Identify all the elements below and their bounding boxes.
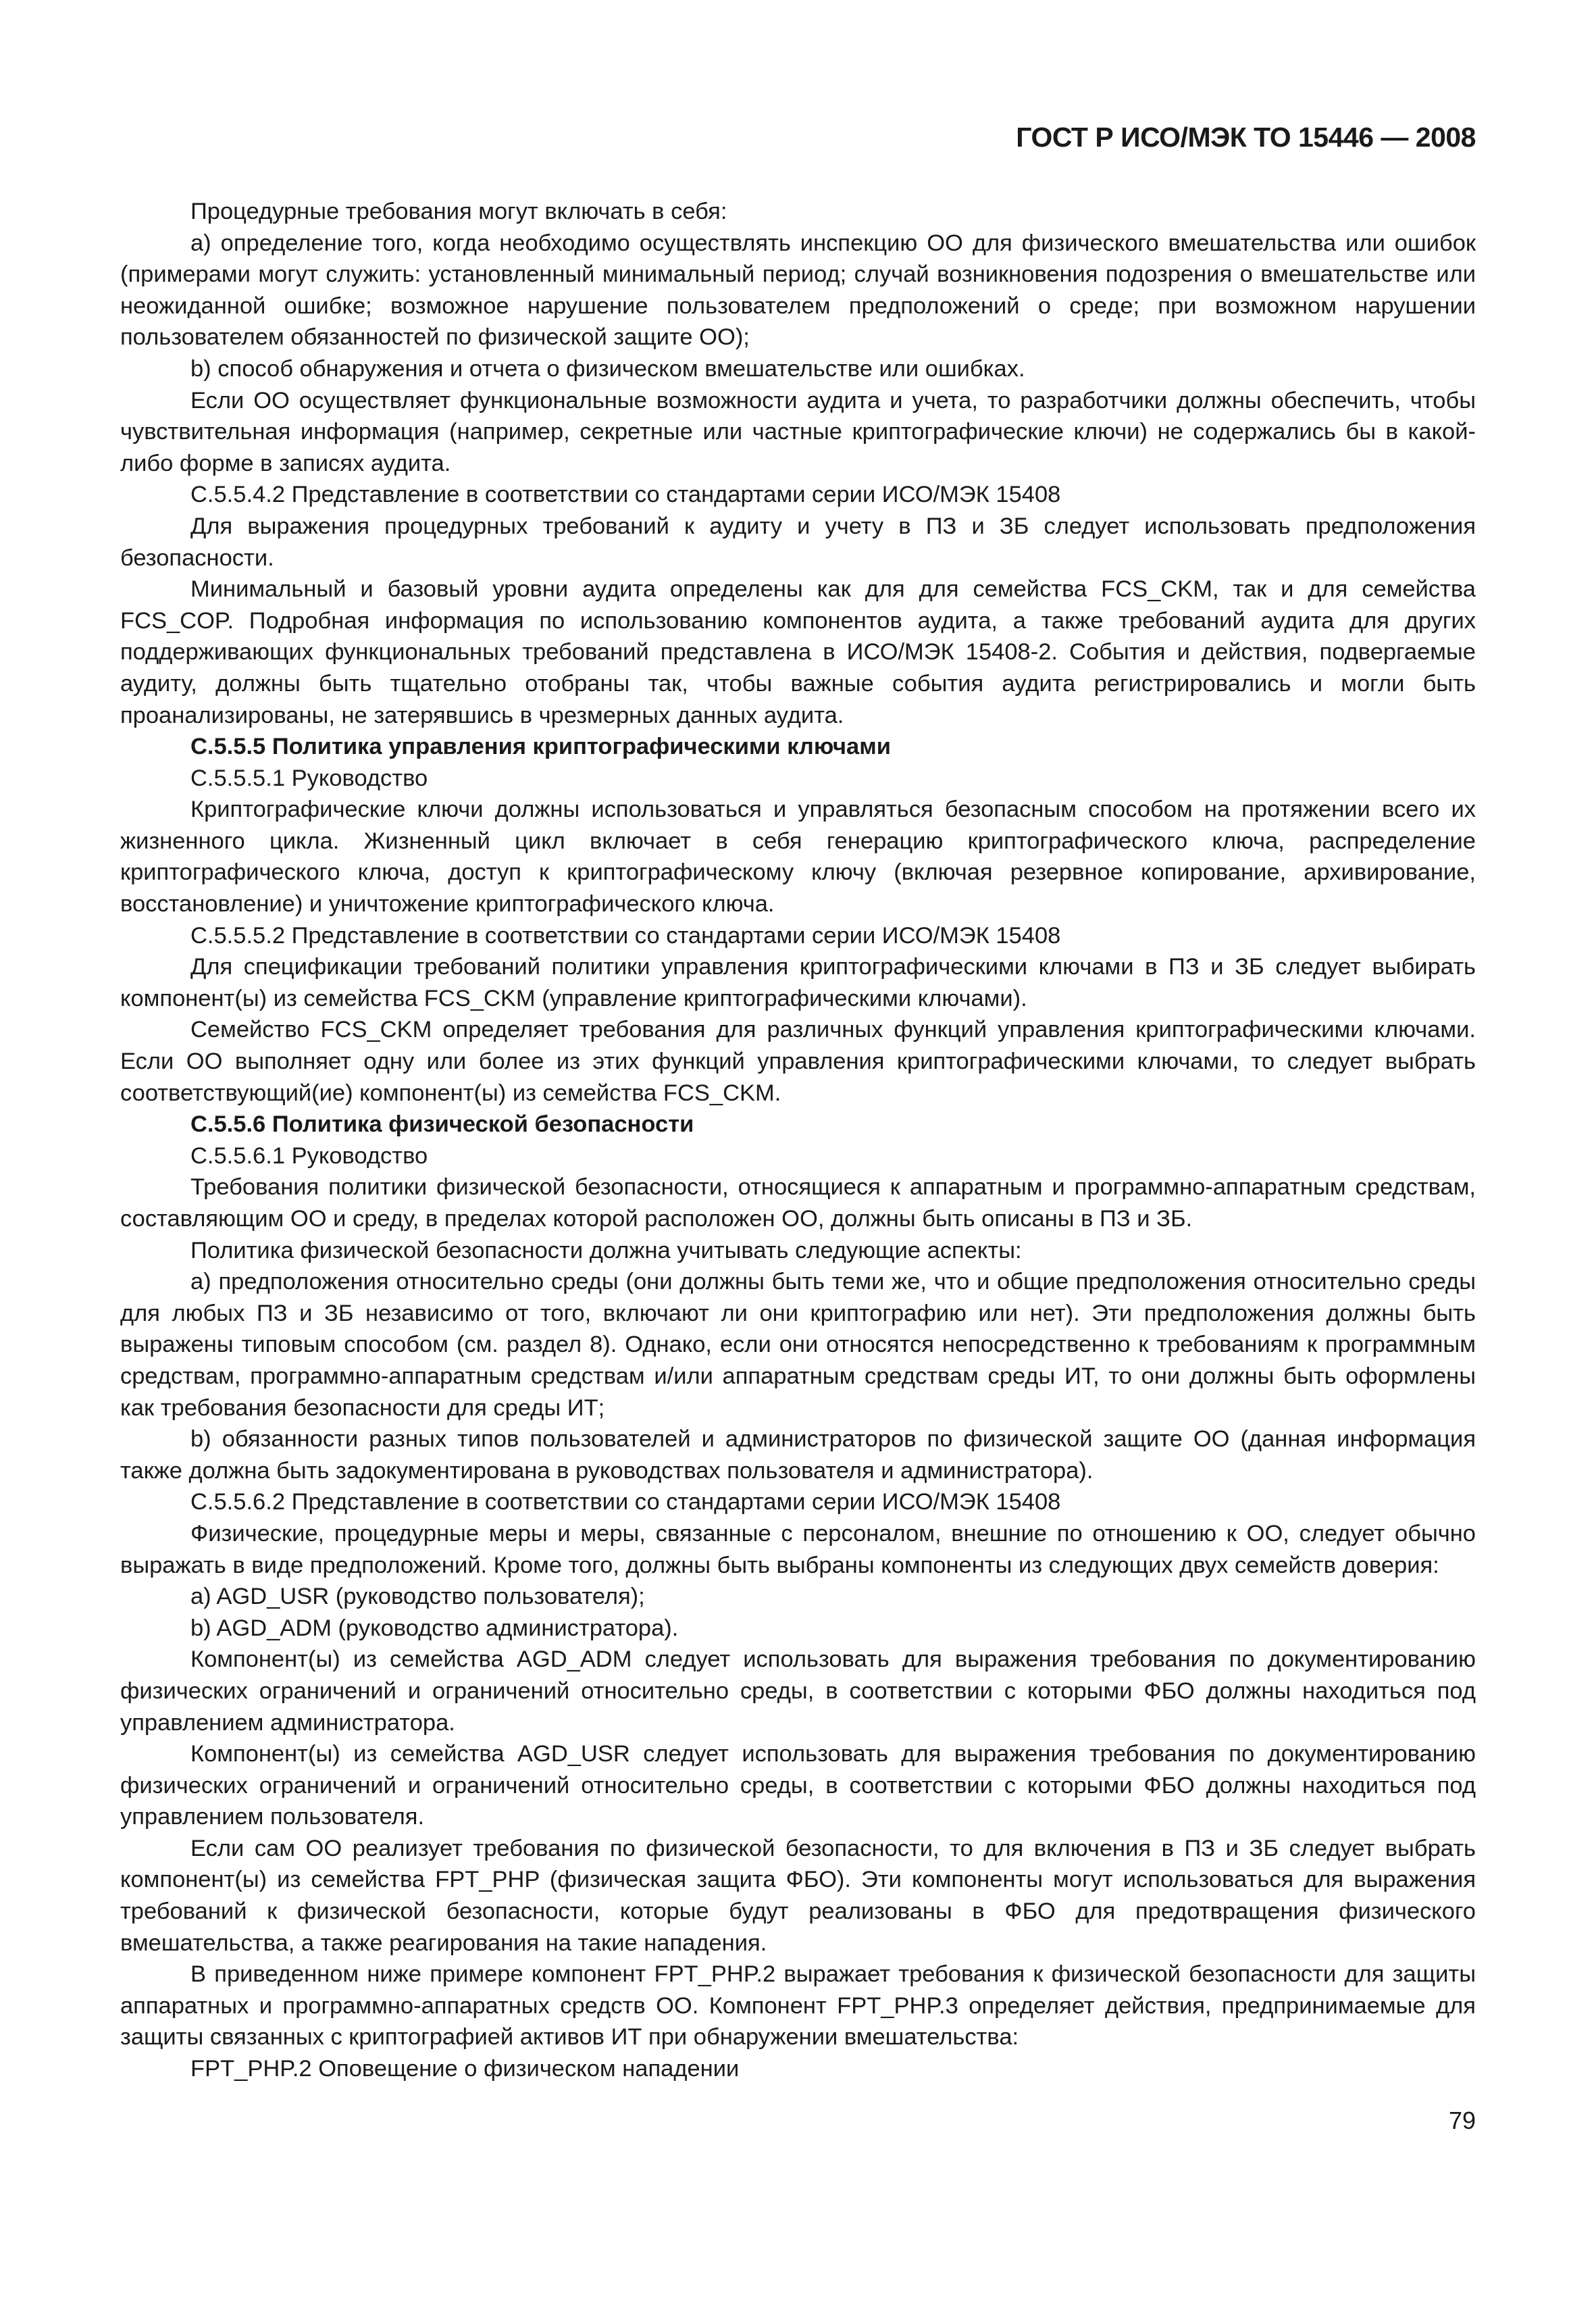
paragraph: C.5.5.6.1 Руководство [190, 1142, 428, 1169]
paragraph: a) AGD_USR (руководство пользователя); [190, 1584, 645, 1610]
paragraph: Минимальный и базовый уровни аудита определены как для для семейства FCS_CKM, так и для семейства FCS_COP. Подробная информация по использованию компонентов аудита, а также требований аудита для других поддерживающих функциональных требований представлена в ИСО/МЭК 15408-2. События и действия, подвергаемые аудиту, должны быть тщательно отобраны так, чтобы важные события аудита регистрировались и могли быть проанализированы, не затерявшись в чрезмерных данных аудита. [120, 576, 1476, 728]
section-heading: C.5.5.6 Политика физической безопасности [190, 1111, 694, 1138]
paragraph: b) способ обнаружения и отчета о физическом вмешательстве или ошибках. [190, 355, 1025, 382]
paragraph: Для спецификации требований политики управления криптографическими ключами в ПЗ и ЗБ следует выбирать компонент(ы) из семейства FCS_CKM (управление криптографическими ключами). [120, 954, 1476, 1011]
section-heading: C.5.5.5 Политика управления криптографическими ключами [190, 734, 891, 760]
paragraph: Требования политики физической безопасности, относящиеся к аппаратным и программно-аппаратным средствам, составляющим ОО и среду, в пределах которой расположен ОО, должны быть описаны в ПЗ и ЗБ. [120, 1174, 1476, 1232]
paragraph: b) AGD_ADM (руководство администратора). [190, 1615, 679, 1641]
paragraph: Если ОО осуществляет функциональные возможности аудита и учета, то разработчики должны обеспечить, чтобы чувствительная информация (например, секретные или частные криптографические ключи) не содержались бы в какой-либо форме в записях аудита. [120, 387, 1476, 476]
paragraph: В приведенном ниже примере компонент FPT_PHP.2 выражает требования к физической безопасности для защиты аппаратных и программно-аппаратных средств ОО. Компонент FPT_PHP.3 определяет действия, предпринимаемые для защиты связанных с криптографией активов ИТ при обнаружении вмешательства: [120, 1961, 1476, 2051]
paragraph: a) предположения относительно среды (они должны быть теми же, что и общие предположения относительно среды для любых ПЗ и ЗБ независимо от того, включают ли они криптографию или нет). Эти предположения должны быть выражены типовым способом (см. раздел 8). Однако, если они относятся непосредственно к требованиям к программным средствам, программно-аппаратным средствам и/или аппаратным средствам среды ИТ, то они должны быть оформлены как требования безопасности для среды ИТ; [120, 1269, 1476, 1421]
document-header: ГОСТ Р ИСО/МЭК ТО 15446 — 2008 [1016, 122, 1476, 153]
paragraph: b) обязанности разных типов пользователей и администраторов по физической защите ОО (данная информация также должна быть задокументирована в руководствах пользователя и администратора). [120, 1426, 1476, 1484]
paragraph: C.5.5.5.2 Представление в соответствии со стандартами серии ИСО/МЭК 15408 [190, 922, 1061, 949]
paragraph: Семейство FCS_CKM определяет требования для различных функций управления криптографическими ключами. Если ОО выполняет одну или более из этих функций управления криптографическими ключами, то следует выбрать соответствующий(ие) компонент(ы) из семейства FCS_CKM. [120, 1017, 1476, 1106]
paragraph: a) определение того, когда необходимо осуществлять инспекцию ОО для физического вмешательства или ошибок (примерами могут служить: установленный минимальный период; случай возникновения подозрения о вмешательстве или неожиданной ошибке; возможное нарушение пользователем предположений о среде; при возможном нарушении пользователем обязанностей по физической защите ОО); [120, 230, 1476, 351]
paragraph: Криптографические ключи должны использоваться и управляться безопасным способом на протяжении всего их жизненного цикла. Жизненный цикл включает в себя генерацию криптографического ключа, распределение криптографического ключа, доступ к криптографическому ключу (включая резервное копирование, архивирование, восстановление) и уничтожение криптографического ключа. [120, 797, 1476, 917]
paragraph: FPT_PHP.2 Оповещение о физическом нападении [190, 2056, 740, 2082]
paragraph: Политика физической безопасности должна учитывать следующие аспекты: [190, 1237, 1022, 1263]
paragraph: Компонент(ы) из семейства AGD_ADM следует использовать для выражения требования по документированию физических ограничений и ограничений относительно среды, в соответствии с которыми ФБО должны находиться под управлением администратора. [120, 1646, 1476, 1736]
document-body [120, 196, 1476, 2085]
paragraph: Если сам ОО реализует требования по физической безопасности, то для включения в ПЗ и ЗБ следует выбрать компонент(ы) из семейства FPT_PHP (физическая защита ФБО). Эти компоненты могут использоваться для выражения требований к физической безопасности, которые будут реализованы в ФБО для предотвращения физического вмешательства, а также реагирования на такие нападения. [120, 1835, 1476, 1956]
paragraph: Для выражения процедурных требований к аудиту и учету в ПЗ и ЗБ следует использовать предположения безопасности. [120, 513, 1476, 571]
page-number: 79 [1448, 2107, 1476, 2134]
paragraph: Физические, процедурные меры и меры, связанные с персоналом, внешние по отношению к ОО, следует обычно выражать в виде предположений. Кроме того, должны быть выбраны компоненты из следующих двух семейств доверия: [120, 1520, 1476, 1578]
paragraph: C.5.5.5.1 Руководство [190, 765, 428, 791]
paragraph: Компонент(ы) из семейства AGD_USR следует использовать для выражения требования по документированию физических ограничений и ограничений относительно среды, в соответствии с которыми ФБО должны находиться под управлением пользователя. [120, 1741, 1476, 1830]
paragraph: C.5.5.4.2 Представление в соответствии со стандартами серии ИСО/МЭК 15408 [190, 482, 1061, 508]
paragraph: C.5.5.6.2 Представление в соответствии со стандартами серии ИСО/МЭК 15408 [190, 1489, 1061, 1515]
paragraph: Процедурные требования могут включать в себя: [190, 199, 727, 224]
